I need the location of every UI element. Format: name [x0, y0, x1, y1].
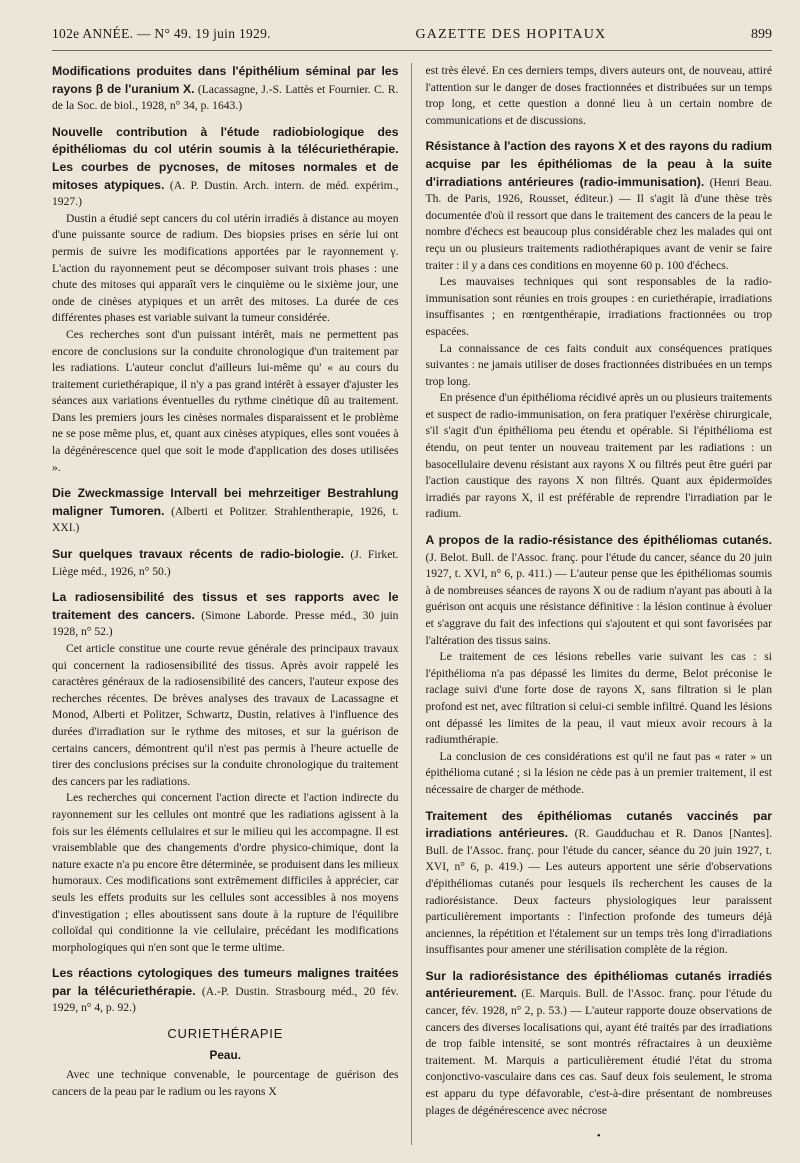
- article-reference: (A.-P. Dustin. Strasbourg méd., 20 fév. 1929, n° 4, p. 92.): [52, 984, 399, 1015]
- article-reference: (Simone Laborde. Presse méd., 30 juin 1928, n° 52.): [52, 608, 399, 639]
- article-alberti-politzer: [52, 485, 399, 537]
- page-number: 899: [750, 27, 772, 42]
- article-title: A propos de la radio-résistance des épithéliomas cutanés.: [425, 533, 772, 548]
- article-text: — Les auteurs apportent une série d'observations d'épithéliomas cutanés pour lesquels ils recherchent les causes de la radiorésistance. Deux facteurs physiologiques leur paraissent particulièrement importants : l'infection profonde des tumeurs déjà anciennes, la répétition et l'étalement sur un temps très long d'irradiations insuffisantes pour amener une stérilisation complète de la région.: [425, 860, 772, 957]
- article-paragraph: Les recherches qui concernent l'action directe et l'action indirecte du rayonnement sur les cellules ont montré que les radiations agissent à la fois sur les éléments cellulaires et sur le milieu qui les accompagne. Il est vraisemblable que des changements d'ordre physico-chimique, dont la nature exacte n'a pu encore être déterminée, se produisent dans les milieux humoraux. Ces modifications sont extrêmement difficiles à apprécier, car seuls les effets produits sur les cellules sont accessibles à nos moyens d'investigation ; elles aboutissent sans doute à la rupture de l'équilibre colloïdal qui conditionne la vie cellulaire, précédant les modifications morphologiques qui n'en sont que le terme ultime.: [52, 791, 399, 954]
- article-paragraph: Le traitement de ces lésions rebelles varie suivant les cas : si l'épithélioma n'a pas dépassé les limites du derme, Belot préconise le raclage suivi d'une forte dose de rayons X, sans filtration si le plan profond est net, avec filtration si celui-ci semble infiltré. Quand les lésions ont dépassé les limites de la peau, il vaut mieux avoir recours à la radiumthérapie.: [425, 650, 772, 747]
- article-paragraph: La conclusion de ces considérations est qu'il ne faut pas « rater » un épithélioma cutané ; si la lésion ne cède pas à un premier traitement, il est nécessaire de charger de méthode.: [425, 749, 772, 796]
- article-reference: (R. Gaudduchau et R. Danos [Nantes]. Bull. de l'Assoc. franç. pour l'étude du cancer, séance du 20 juin 1927, t. XVI, n° 6, p. 419.): [425, 827, 772, 874]
- article-paragraph: Ces recherches sont d'un puissant intérêt, mais ne permettent pas encore de conclusions sur la conduite chronologique d'un traitement par les radiations. L'auteur conclut d'ailleurs lui-même qu' « au cours du traitement curiethérapique, il n'y a pas grand intérêt à essayer d'ajuster les séances aux variations éventuelles du rythme cinétique dû au traitement. Dans les premiers jours les cinèses normales disparaissent et le problème ne se pose même plus, et, quant aux cinèses atypiques, elles sont vouées à la dégénérescence quel que soit le mode d'application des doses utilisées ».: [52, 327, 399, 474]
- right-column: [426, 63, 773, 1145]
- article-belot: [426, 532, 773, 799]
- article-text: — L'auteur pense que les épithéliomas soumis à de nombreuses séances de rayons X ou de radium n'ayant pas abouti à la guérison ont acquis une résistance définitive : la lésion continue à évoluer et s'aggrave du fait des infections qui s'ajoutent et qui sont favorisées par l'altération des tissus sains.: [425, 567, 772, 647]
- article-text: — L'auteur rapporte douze observations de cancers des diverses localisations qui, ayant été traités par des irradiations de trop faible intensité, se sont montrés réfractaires à un deuxième traitement. M. Marquis a particulièrement étudié l'état du stroma conjonctivo-vasculaire dans ces cas. Sauf deux fois seulement, le stroma est apparu du type défavorable, c'est-à-dire présentant de nombreuses plages de dégénérescence avec nécrose: [425, 1004, 773, 1117]
- article-title: Die Zweckmassige Intervall bei mehrzeitiger Bestrahlung maligner Tumoren.: [52, 486, 399, 518]
- article-marquis: [426, 968, 773, 1119]
- section-heading: CURIETHÉRAPIE: [167, 1026, 284, 1042]
- article-paragraph: Avec une technique convenable, le pourcentage de guérison des cancers de la peau par le radium ou les rayons X: [52, 1068, 399, 1098]
- article-paragraph: Les mauvaises techniques qui sont responsables de la radio-immunisation sont réunies en trois groupes : en curiethérapie, irradiations insuffisantes ; en rœntgenthérapie, irradiations fractionnées ou trop espacées.: [425, 275, 772, 338]
- article-title: La radiosensibilité des tissus et ses rapports avec le traitement des cancers.: [52, 590, 399, 622]
- article-laborde: [52, 589, 399, 956]
- article-paragraph: La connaissance de ces faits conduit aux conséquences pratiques suivantes : ne jamais utiliser de doses fractionnées distribuées en un temps trop long.: [425, 341, 772, 388]
- article-beau: [426, 138, 773, 523]
- journal-title: GAZETTE DES HOPITAUX: [415, 27, 607, 42]
- section-intro: [52, 1067, 399, 1100]
- article-title: Les réactions cytologiques des tumeurs malignes traitées par la télécuriethérapie.: [52, 966, 399, 998]
- article-lacassagne: [52, 63, 399, 115]
- article-dustin-col-uterin: [52, 124, 399, 476]
- article-title: Sur quelques travaux récents de radio-biologie.: [52, 547, 345, 562]
- article-reference: (Alberti et Politzer. Strahlentherapie, 1926, t. XXI.): [52, 504, 399, 535]
- article-title: Résistance à l'action des rayons X et des rayons du radium acquise par les épithéliomas de la peau à la suite d'irradiations antérieures (radio-immunisation).: [425, 139, 772, 189]
- two-column-body: [52, 63, 772, 1145]
- article-paragraph: En présence d'un épithélioma récidivé après un ou plusieurs traitements et suspect de radio-immunisation, on fera pratiquer l'exérèse chirurgicale, s'il s'agit d'un épithélioma peu étendu et opérable. Si l'épithélioma est étendu, on peut tenter un nouveau traitement par les radiations : un basocellulaire devenu résistant aux rayons X ou filtrés peut être guéri par l'action caustique des rayons X non filtrés. Quant aux épidermoïdes irradiés par rayons X, il est préférable de reprendre l'irradiation par le radium.: [425, 391, 772, 521]
- section-intro-continued: [426, 63, 773, 129]
- left-column: [52, 63, 412, 1145]
- article-reference: (Lacassagne, J.-S. Lattès et Fournier. C. R. de la Soc. de biol., 1928, n° 34, p. 1643.): [52, 82, 399, 113]
- article-reference: (Henri Beau. Th. de Paris, 1926, Rousset, éditeur.): [425, 175, 772, 206]
- article-title: Nouvelle contribution à l'étude radiobiologique des épithéliomas du col utérin soumis à la télécuriethérapie. Les courbes de pycnoses, de mitoses normales et de mitoses atypiques.: [52, 124, 399, 192]
- article-paragraph: est très élevé. En ces derniers temps, divers auteurs ont, de nouveau, attiré l'attention sur le danger de doses fractionnées et distribuées sur un temps trop long, et cette question a donné lieu à un certain nombre de communications et de discussions.: [425, 64, 772, 127]
- subsection-heading: Peau.: [209, 1047, 241, 1062]
- article-reference: (J. Belot. Bull. de l'Assoc. franç. pour l'étude du cancer, séance du 20 juin 1927, t. XVI, n° 6, p. 411.): [425, 550, 772, 581]
- issue-info: 102e ANNÉE. — N° 49. 19 juin 1929.: [52, 26, 271, 41]
- article-paragraph: Cet article constitue une courte revue générale des principaux travaux qui concernent la radiosensibilité des tissus. Après avoir rappelé les caractères généraux de la radiosensibilité des cancers, l'auteur expose des recherches récentes. De brèves analyses des travaux de Lacassagne et Monod, Alberti et Politzer, Schwartz, Dustin, relatives à l'influence des durées d'irradiation sur le rythme des mitoses, et sur la guérison de certains cancers, démontrent qu'il n'est pas permis à l'heure actuelle de tirer des conclusions précises sur la conduite chronologique du traitement des cancers par les radiations.: [52, 642, 399, 788]
- article-title: Sur la radiorésistance des épithéliomas cutanés irradiés antérieurement.: [425, 968, 772, 1001]
- article-dustin-strasbourg: [52, 965, 399, 1017]
- article-reference: (J. Firket. Liège méd., 1926, n° 50.): [52, 548, 399, 578]
- page-end-bullet: •: [596, 1130, 601, 1143]
- article-gaudduchau-danos: [426, 808, 773, 959]
- article-title: Modifications produites dans l'épithélium séminal par les rayons β de l'uranium X.: [52, 64, 399, 96]
- page-header: [52, 26, 772, 51]
- article-firket: [52, 546, 399, 580]
- article-text: — Il s'agit là d'une thèse très documentée d'où il ressort que dans le traitement des cancers de la peau le nombre d'échecs est beaucoup plus considérable chez les malades qui ont reçu un ou plusieurs traitements radiothérapiques avant de venir se faire traiter : il y a dans ces conditions en moyenne 60 p. 100 d'échecs.: [425, 192, 772, 272]
- article-paragraph: Dustin a étudié sept cancers du col utérin irradiés à distance au moyen d'une puissante source de radium. Des biopsies prises en série lui ont permis de suivre les modifications apportées par le rayonnement γ. L'action du rayonnement peut se décomposer suivant trois phases : une chute des mitoses qui apparaît vers le cinquième ou le sixième jour, une onde de cinèses atypiques et un arrêt des mitoses. La durée de ces différentes phases est variable suivant la tumeur considérée.: [52, 211, 399, 325]
- article-reference: (A. P. Dustin. Arch. intern. de méd. expérim., 1927.): [52, 178, 399, 209]
- article-reference: (E. Marquis. Bull. de l'Assoc. franç. pour l'étude du cancer, fév. 1928, n° 2, p. 53.): [425, 987, 772, 1018]
- article-title: Traitement des épithéliomas cutanés vaccinés par irradiations antérieures.: [425, 808, 772, 841]
